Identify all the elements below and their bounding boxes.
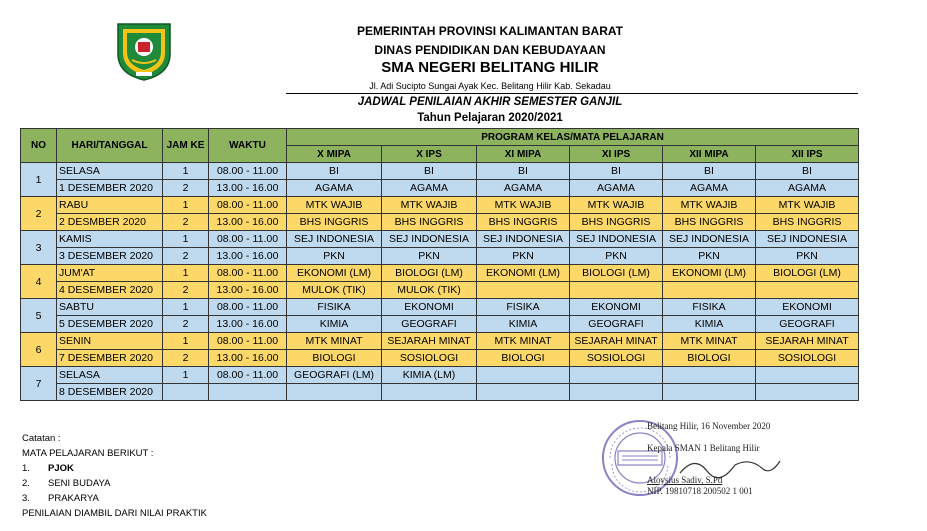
day-date: 4 DESEMBER 2020: [57, 282, 163, 299]
subject-cell: MTK MINAT: [663, 333, 756, 350]
subject-cell: SEJ INDONESIA: [287, 231, 382, 248]
signature-place-date: Belitang Hilir, 16 November 2020: [647, 421, 771, 431]
schedule-row: [21, 248, 859, 265]
schedule-row: [21, 333, 859, 350]
subject-cell: BI: [756, 163, 859, 180]
day-number: 4: [21, 265, 57, 299]
header-department: DINAS PENDIDIKAN DAN KEBUDAYAAN: [374, 43, 606, 57]
day-name: SENIN: [57, 333, 163, 350]
notes-item: 1. PJOK: [22, 463, 74, 474]
day-date: 2 DESMBER 2020: [57, 214, 163, 231]
session-number: 1: [163, 265, 209, 282]
subject-cell: SEJARAH MINAT: [756, 333, 859, 350]
session-time: 13.00 - 16.00: [209, 350, 287, 367]
subject-cell: BIOLOGI: [287, 350, 382, 367]
session-time: 08.00 - 11.00: [209, 197, 287, 214]
schedule-row: [21, 350, 859, 367]
subject-cell: SOSIOLOGI: [382, 350, 477, 367]
session-number: 2: [163, 180, 209, 197]
session-number: 2: [163, 248, 209, 265]
header-school-name: SMA NEGERI BELITANG HILIR: [381, 59, 599, 76]
session-number: 1: [163, 197, 209, 214]
schedule-row: [21, 367, 859, 384]
schedule-row: [21, 299, 859, 316]
day-number: 2: [21, 197, 57, 231]
subject-cell: EKONOMI: [570, 299, 663, 316]
subject-cell: BIOLOGI (LM): [382, 265, 477, 282]
subject-cell: AGAMA: [287, 180, 382, 197]
subject-cell: EKONOMI (LM): [477, 265, 570, 282]
col-header-class: XII MIPA: [663, 146, 756, 163]
subject-cell: MTK WAJIB: [382, 197, 477, 214]
notes-subjects-heading: MATA PELAJARAN BERIKUT :: [22, 448, 154, 459]
day-date: 3 DESEMBER 2020: [57, 248, 163, 265]
day-date: 5 DESEMBER 2020: [57, 316, 163, 333]
subject-cell: SEJARAH MINAT: [382, 333, 477, 350]
col-header-class: X IPS: [382, 146, 477, 163]
session-time: [209, 384, 287, 401]
subject-cell: GEOGRAFI: [382, 316, 477, 333]
day-date: 8 DESEMBER 2020: [57, 384, 163, 401]
subject-cell: MTK WAJIB: [570, 197, 663, 214]
subject-cell: BIOLOGI (LM): [756, 265, 859, 282]
session-number: 1: [163, 299, 209, 316]
col-header-class: XII IPS: [756, 146, 859, 163]
header-government: PEMERINTAH PROVINSI KALIMANTAN BARAT: [357, 24, 623, 38]
subject-cell: SOSIOLOGI: [570, 350, 663, 367]
subject-cell: [663, 282, 756, 299]
schedule-row: [21, 214, 859, 231]
subject-cell: SEJ INDONESIA: [382, 231, 477, 248]
subject-cell: [287, 384, 382, 401]
schedule-row: [21, 316, 859, 333]
subject-cell: SEJ INDONESIA: [477, 231, 570, 248]
schedule-row: [21, 231, 859, 248]
subject-cell: PKN: [756, 248, 859, 265]
subject-cell: BIOLOGI: [477, 350, 570, 367]
session-time: 08.00 - 11.00: [209, 265, 287, 282]
session-time: 08.00 - 11.00: [209, 163, 287, 180]
subject-cell: BI: [663, 163, 756, 180]
subject-cell: [477, 367, 570, 384]
session-time: 08.00 - 11.00: [209, 333, 287, 350]
subject-cell: PKN: [663, 248, 756, 265]
session-time: 13.00 - 16.00: [209, 180, 287, 197]
subject-cell: BIOLOGI: [663, 350, 756, 367]
signature-name: Aloysius Sadiv, S.Pd: [647, 475, 723, 485]
subject-cell: BI: [287, 163, 382, 180]
subject-cell: MTK MINAT: [287, 333, 382, 350]
day-name: KAMIS: [57, 231, 163, 248]
document-title: JADWAL PENILAIAN AKHIR SEMESTER GANJIL: [357, 96, 623, 108]
subject-cell: FISIKA: [663, 299, 756, 316]
subject-cell: [570, 384, 663, 401]
day-name: SABTU: [57, 299, 163, 316]
subject-cell: [570, 367, 663, 384]
subject-cell: KIMIA (LM): [382, 367, 477, 384]
subject-cell: KIMIA: [477, 316, 570, 333]
session-number: 2: [163, 282, 209, 299]
session-number: [163, 384, 209, 401]
subject-cell: AGAMA: [663, 180, 756, 197]
subject-cell: AGAMA: [756, 180, 859, 197]
schedule-row: [21, 282, 859, 299]
col-header-waktu: WAKTU: [209, 129, 287, 163]
subject-cell: FISIKA: [287, 299, 382, 316]
subject-cell: [756, 282, 859, 299]
day-number: 1: [21, 163, 57, 197]
col-header-jam: JAM KE: [163, 129, 209, 163]
subject-cell: BI: [477, 163, 570, 180]
subject-cell: KIMIA: [287, 316, 382, 333]
day-date: 7 DESEMBER 2020: [57, 350, 163, 367]
subject-cell: BI: [382, 163, 477, 180]
subject-cell: [756, 384, 859, 401]
subject-cell: [382, 384, 477, 401]
provincial-emblem-icon: [110, 20, 178, 82]
col-header-class: XI MIPA: [477, 146, 570, 163]
document-year: Tahun Pelajaran 2020/2021: [417, 112, 563, 124]
signature-block: [595, 415, 815, 510]
session-number: 1: [163, 163, 209, 180]
subject-cell: PKN: [570, 248, 663, 265]
subject-cell: GEOGRAFI: [570, 316, 663, 333]
subject-cell: [663, 367, 756, 384]
col-header-no: NO: [21, 129, 57, 163]
subject-cell: [663, 384, 756, 401]
subject-cell: AGAMA: [570, 180, 663, 197]
subject-cell: BHS INGGRIS: [382, 214, 477, 231]
subject-cell: BI: [570, 163, 663, 180]
subject-cell: KIMIA: [663, 316, 756, 333]
subject-cell: PKN: [382, 248, 477, 265]
subject-cell: EKONOMI: [756, 299, 859, 316]
subject-cell: EKONOMI (LM): [287, 265, 382, 282]
notes-label: Catatan :: [22, 433, 61, 444]
subject-cell: GEOGRAFI: [756, 316, 859, 333]
session-time: 08.00 - 11.00: [209, 367, 287, 384]
session-time: 08.00 - 11.00: [209, 299, 287, 316]
subject-cell: [477, 282, 570, 299]
subject-cell: BHS INGGRIS: [756, 214, 859, 231]
session-number: 1: [163, 367, 209, 384]
signature-nip: NIP. 19810718 200502 1 001: [647, 486, 753, 496]
subject-cell: BHS INGGRIS: [477, 214, 570, 231]
subject-cell: GEOGRAFI (LM): [287, 367, 382, 384]
subject-cell: BHS INGGRIS: [663, 214, 756, 231]
subject-cell: AGAMA: [382, 180, 477, 197]
subject-cell: BIOLOGI (LM): [570, 265, 663, 282]
session-number: 1: [163, 333, 209, 350]
session-number: 2: [163, 350, 209, 367]
signature-position: Kepala SMAN 1 Belitang Hilir: [647, 443, 760, 453]
session-time: 13.00 - 16.00: [209, 316, 287, 333]
day-name: RABU: [57, 197, 163, 214]
notes-section: [22, 431, 207, 521]
subject-cell: MTK WAJIB: [756, 197, 859, 214]
subject-cell: FISIKA: [477, 299, 570, 316]
schedule-row: [21, 180, 859, 197]
session-time: 08.00 - 11.00: [209, 231, 287, 248]
schedule-row: [21, 197, 859, 214]
subject-cell: SEJ INDONESIA: [663, 231, 756, 248]
subject-cell: MTK WAJIB: [477, 197, 570, 214]
day-name: SELASA: [57, 163, 163, 180]
session-number: 2: [163, 214, 209, 231]
day-name: SELASA: [57, 367, 163, 384]
subject-cell: [570, 282, 663, 299]
subject-cell: BHS INGGRIS: [570, 214, 663, 231]
col-header-day: HARI/TANGGAL: [57, 129, 163, 163]
subject-cell: SOSIOLOGI: [756, 350, 859, 367]
day-date: 1 DESEMBER 2020: [57, 180, 163, 197]
day-number: 3: [21, 231, 57, 265]
subject-cell: MTK WAJIB: [287, 197, 382, 214]
session-time: 13.00 - 16.00: [209, 282, 287, 299]
subject-cell: SEJ INDONESIA: [570, 231, 663, 248]
subject-cell: BHS INGGRIS: [287, 214, 382, 231]
schedule-row: [21, 384, 859, 401]
subject-cell: SEJ INDONESIA: [756, 231, 859, 248]
col-header-class: X MIPA: [287, 146, 382, 163]
day-number: 6: [21, 333, 57, 367]
exam-schedule-table: [20, 128, 859, 401]
subject-cell: EKONOMI: [382, 299, 477, 316]
notes-item: 2. SENI BUDAYA: [22, 478, 111, 489]
subject-cell: MULOK (TIK): [287, 282, 382, 299]
subject-cell: AGAMA: [477, 180, 570, 197]
subject-cell: [477, 384, 570, 401]
session-number: 1: [163, 231, 209, 248]
subject-cell: [756, 367, 859, 384]
notes-item: 3. PRAKARYA: [22, 493, 99, 504]
notes-footer: PENILAIAN DIAMBIL DARI NILAI PRAKTIK: [22, 508, 207, 519]
day-number: 5: [21, 299, 57, 333]
session-time: 13.00 - 16.00: [209, 214, 287, 231]
subject-cell: EKONOMI (LM): [663, 265, 756, 282]
session-time: 13.00 - 16.00: [209, 248, 287, 265]
subject-cell: PKN: [287, 248, 382, 265]
subject-cell: MTK WAJIB: [663, 197, 756, 214]
schedule-row: [21, 265, 859, 282]
header-address: Jl. Adi Sucipto Sungai Ayak Kec. Belitang Hilir Kab. Sekadau: [369, 81, 611, 91]
col-header-program: PROGRAM KELAS/MATA PELAJARAN: [287, 129, 859, 146]
schedule-row: [21, 163, 859, 180]
day-name: JUM'AT: [57, 265, 163, 282]
subject-cell: PKN: [477, 248, 570, 265]
subject-cell: MTK MINAT: [477, 333, 570, 350]
day-number: 7: [21, 367, 57, 401]
header-divider: [286, 93, 858, 94]
session-number: 2: [163, 316, 209, 333]
subject-cell: MULOK (TIK): [382, 282, 477, 299]
subject-cell: SEJARAH MINAT: [570, 333, 663, 350]
col-header-class: XI IPS: [570, 146, 663, 163]
